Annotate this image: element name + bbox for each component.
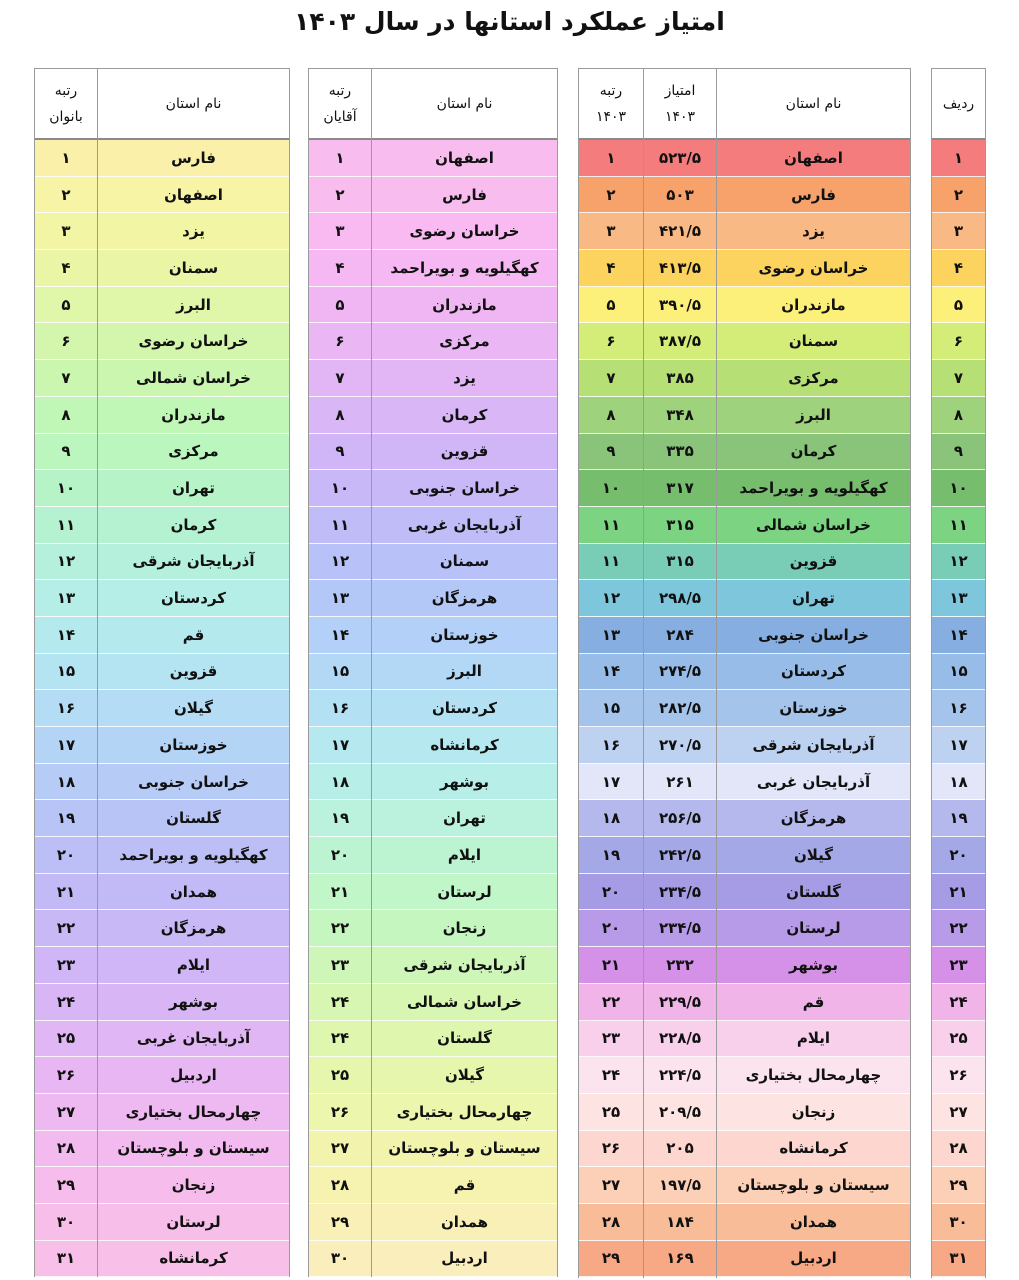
province-name-cell: هرمزگان [717, 800, 910, 837]
men-rank-cell: ۲۳ [309, 947, 371, 984]
rank-cell: ۲۱ [579, 947, 643, 984]
score-cell: ۳۳۵ [644, 434, 716, 471]
score-cell: ۳۴۸ [644, 397, 716, 434]
province-name-cell: ایلام [717, 1021, 910, 1058]
rank-header: رتبه ۱۴۰۳ [579, 68, 643, 140]
rank-cell: ۲۵ [579, 1094, 643, 1131]
row-number-cell: ۲۸ [932, 1131, 985, 1168]
men-rank-cell: ۳ [309, 213, 371, 250]
province-name-cell: چهارمحال بختیاری [717, 1057, 910, 1094]
men-province-name-cell: مرکزی [372, 323, 557, 360]
province-name-cell: مرکزی [717, 360, 910, 397]
rank-cell: ۱۱ [579, 507, 643, 544]
men-rank-cell: ۲۱ [309, 874, 371, 911]
men-rank-cell: ۲۰ [309, 837, 371, 874]
score-cell: ۳۸۵ [644, 360, 716, 397]
men-rank-cell: ۳۰ [309, 1241, 371, 1278]
women-rank-cell: ۱۱ [35, 507, 97, 544]
women-rank-cell: ۲۱ [35, 874, 97, 911]
row-number-cell: ۷ [932, 360, 985, 397]
rank-cell: ۷ [579, 360, 643, 397]
men-rank-cell: ۲۴ [309, 984, 371, 1021]
men-province-name-cell: خراسان جنوبی [372, 470, 557, 507]
men-rank-cell: ۱۶ [309, 690, 371, 727]
women-rank-cell: ۹ [35, 434, 97, 471]
women-rank-cell: ۱۷ [35, 727, 97, 764]
province-name-cell: قم [717, 984, 910, 1021]
women-province-name-cell: خراسان جنوبی [98, 764, 289, 801]
men-province-name-cell: آذربایجان غربی [372, 507, 557, 544]
men-province-name-cell: خوزستان [372, 617, 557, 654]
score-cell: ۲۲۴/۵ [644, 1057, 716, 1094]
score-cell: ۴۱۳/۵ [644, 250, 716, 287]
men-province-name-cell: قم [372, 1167, 557, 1204]
women-rank-cell: ۱۶ [35, 690, 97, 727]
men-rank-cell: ۱ [309, 140, 371, 177]
men-rank-cell: ۹ [309, 434, 371, 471]
score-cell: ۲۲۸/۵ [644, 1021, 716, 1058]
row-number-cell: ۲ [932, 177, 985, 214]
province-name-cell: بوشهر [717, 947, 910, 984]
women-rank-cell: ۱۸ [35, 764, 97, 801]
men-province-name-cell: سمنان [372, 544, 557, 581]
rank-cell: ۶ [579, 323, 643, 360]
score-cell: ۲۸۲/۵ [644, 690, 716, 727]
province-name-cell: کهگیلویه و بویراحمد [717, 470, 910, 507]
row-number-cell: ۱۱ [932, 507, 985, 544]
men-rank-cell: ۲۶ [309, 1094, 371, 1131]
score-cell: ۳۱۷ [644, 470, 716, 507]
province-name-cell: فارس [717, 177, 910, 214]
rank-cell: ۴ [579, 250, 643, 287]
province-name-cell: قزوین [717, 544, 910, 581]
province-name-cell: مازندران [717, 287, 910, 324]
men-province-name-cell: کردستان [372, 690, 557, 727]
row-number-cell: ۲۶ [932, 1057, 985, 1094]
score-cell: ۱۹۷/۵ [644, 1167, 716, 1204]
men-province-name-cell: خراسان رضوی [372, 213, 557, 250]
row-number-cell: ۱۰ [932, 470, 985, 507]
score-column [643, 68, 716, 1278]
row-number-cell: ۱۹ [932, 800, 985, 837]
score-cell: ۲۰۹/۵ [644, 1094, 716, 1131]
women-province-name-cell: سمنان [98, 250, 289, 287]
rank-cell: ۲۶ [579, 1131, 643, 1168]
women-rank-cell: ۲ [35, 177, 97, 214]
province-name-cell: گیلان [717, 837, 910, 874]
men-rank-cell: ۱۴ [309, 617, 371, 654]
province-name-cell: آذربایجان غربی [717, 764, 910, 801]
men-rank-cell: ۲۸ [309, 1167, 371, 1204]
women-province-name-cell: هرمزگان [98, 910, 289, 947]
rank-cell: ۱۱ [579, 544, 643, 581]
women-province-name-cell: تهران [98, 470, 289, 507]
score-cell: ۲۹۸/۵ [644, 580, 716, 617]
score-cell: ۲۸۴ [644, 617, 716, 654]
rank-cell: ۲ [579, 177, 643, 214]
women-province-header: نام استان [98, 68, 289, 140]
women-province-name-cell: کردستان [98, 580, 289, 617]
women-province-name-cell: البرز [98, 287, 289, 324]
men-rank-column [308, 68, 371, 1277]
score-cell: ۱۶۹ [644, 1241, 716, 1278]
men-rank-cell: ۷ [309, 360, 371, 397]
women-rank-cell: ۲۳ [35, 947, 97, 984]
women-rank-cell: ۱۰ [35, 470, 97, 507]
row-number-cell: ۱۸ [932, 764, 985, 801]
women-province-name-cell: آذربایجان غربی [98, 1021, 289, 1058]
province-name-cell: زنجان [717, 1094, 910, 1131]
women-rank-cell: ۱ [35, 140, 97, 177]
rank-cell: ۱۳ [579, 617, 643, 654]
men-rank-cell: ۱۱ [309, 507, 371, 544]
women-rank-cell: ۲۶ [35, 1057, 97, 1094]
province-name-cell: خراسان شمالی [717, 507, 910, 544]
men-rank-cell: ۴ [309, 250, 371, 287]
row-number-cell: ۱۷ [932, 727, 985, 764]
men-rank-cell: ۲۴ [309, 1021, 371, 1058]
row-number-cell: ۲۱ [932, 874, 985, 911]
women-rank-cell: ۱۲ [35, 544, 97, 581]
women-province-name-cell: اصفهان [98, 177, 289, 214]
men-province-name-cell: کهگیلویه و بویراحمد [372, 250, 557, 287]
rank-cell: ۲۸ [579, 1204, 643, 1241]
men-province-name-cell: خراسان شمالی [372, 984, 557, 1021]
row-number-cell: ۱ [932, 140, 985, 177]
province-name-cell: گلستان [717, 874, 910, 911]
men-province-name-cell: البرز [372, 654, 557, 691]
score-cell: ۳۹۰/۵ [644, 287, 716, 324]
men-province-name-cell: لرستان [372, 874, 557, 911]
province-name-cell: لرستان [717, 910, 910, 947]
row-number-cell: ۲۳ [932, 947, 985, 984]
rank-cell: ۲۷ [579, 1167, 643, 1204]
score-cell: ۴۲۱/۵ [644, 213, 716, 250]
row-number-cell: ۳۰ [932, 1204, 985, 1241]
women-province-name-cell: همدان [98, 874, 289, 911]
women-province-name-cell: گیلان [98, 690, 289, 727]
score-cell: ۱۸۴ [644, 1204, 716, 1241]
women-province-name-cell: اردبیل [98, 1057, 289, 1094]
women-rank-cell: ۲۲ [35, 910, 97, 947]
score-cell: ۳۱۵ [644, 507, 716, 544]
women-rank-cell: ۱۹ [35, 800, 97, 837]
province-name-cell: کرمان [717, 434, 910, 471]
row-number-cell: ۱۵ [932, 654, 985, 691]
province-name-cell: کردستان [717, 654, 910, 691]
row-number-cell: ۴ [932, 250, 985, 287]
main-ranking-table [578, 68, 986, 1278]
men-province-name-cell: اصفهان [372, 140, 557, 177]
men-rank-cell: ۶ [309, 323, 371, 360]
women-province-name-cell: چهارمحال بختیاری [98, 1094, 289, 1131]
men-province-name-cell: اردبیل [372, 1241, 557, 1278]
women-province-name-cell: آذربایجان شرقی [98, 544, 289, 581]
row-number-header: ردیف [932, 68, 985, 140]
men-province-name-cell: سیستان و بلوچستان [372, 1131, 557, 1168]
women-province-name-cell: بوشهر [98, 984, 289, 1021]
province-name-cell: اصفهان [717, 140, 910, 177]
women-province-name-cell: خوزستان [98, 727, 289, 764]
score-cell: ۲۶۱ [644, 764, 716, 801]
row-number-cell: ۲۲ [932, 910, 985, 947]
women-province-name-cell: زنجان [98, 1167, 289, 1204]
men-rank-cell: ۵ [309, 287, 371, 324]
province-column [716, 68, 910, 1278]
province-name-cell: سیستان و بلوچستان [717, 1167, 910, 1204]
rank-cell: ۲۴ [579, 1057, 643, 1094]
score-cell: ۲۳۴/۵ [644, 910, 716, 947]
women-province-name-cell: ایلام [98, 947, 289, 984]
page-title: امتیاز عملکرد استانها در سال ۱۴۰۳ [294, 7, 725, 36]
row-number-cell: ۱۴ [932, 617, 985, 654]
men-rank-cell: ۱۰ [309, 470, 371, 507]
men-rank-cell: ۲۹ [309, 1204, 371, 1241]
women-province-name-cell: قم [98, 617, 289, 654]
rank-column [578, 68, 643, 1278]
province-name-cell: همدان [717, 1204, 910, 1241]
rank-cell: ۱۹ [579, 837, 643, 874]
men-province-column [371, 68, 557, 1277]
score-cell: ۲۰۵ [644, 1131, 716, 1168]
score-header: امتیاز ۱۴۰۳ [644, 68, 716, 140]
men-province-name-cell: چهارمحال بختیاری [372, 1094, 557, 1131]
men-province-name-cell: قزوین [372, 434, 557, 471]
province-name-cell: خراسان جنوبی [717, 617, 910, 654]
row-number-cell: ۶ [932, 323, 985, 360]
women-rank-cell: ۳ [35, 213, 97, 250]
row-number-cell: ۸ [932, 397, 985, 434]
province-name-cell: سمنان [717, 323, 910, 360]
women-rank-cell: ۶ [35, 323, 97, 360]
men-rank-cell: ۸ [309, 397, 371, 434]
men-province-name-cell: تهران [372, 800, 557, 837]
score-cell: ۲۵۶/۵ [644, 800, 716, 837]
row-number-cell: ۱۶ [932, 690, 985, 727]
province-name-cell: تهران [717, 580, 910, 617]
score-cell: ۲۷۰/۵ [644, 727, 716, 764]
women-rank-cell: ۱۵ [35, 654, 97, 691]
rank-cell: ۱۴ [579, 654, 643, 691]
men-rank-cell: ۱۳ [309, 580, 371, 617]
rank-cell: ۵ [579, 287, 643, 324]
women-rank-column [34, 68, 97, 1277]
men-rank-cell: ۲۷ [309, 1131, 371, 1168]
rank-cell: ۱۲ [579, 580, 643, 617]
province-name-cell: اردبیل [717, 1241, 910, 1278]
men-ranking-table [308, 68, 558, 1277]
men-province-name-cell: کرمان [372, 397, 557, 434]
women-rank-cell: ۷ [35, 360, 97, 397]
score-cell: ۳۱۵ [644, 544, 716, 581]
men-rank-cell: ۱۵ [309, 654, 371, 691]
women-rank-cell: ۲۵ [35, 1021, 97, 1058]
rank-cell: ۲۰ [579, 874, 643, 911]
men-province-name-cell: هرمزگان [372, 580, 557, 617]
women-rank-cell: ۲۰ [35, 837, 97, 874]
rank-cell: ۳ [579, 213, 643, 250]
women-rank-cell: ۳۱ [35, 1241, 97, 1278]
men-province-header: نام استان [372, 68, 557, 140]
rank-cell: ۲۰ [579, 910, 643, 947]
rank-cell: ۹ [579, 434, 643, 471]
men-province-name-cell: همدان [372, 1204, 557, 1241]
men-rank-cell: ۲۵ [309, 1057, 371, 1094]
rank-cell: ۸ [579, 397, 643, 434]
rank-cell: ۲۳ [579, 1021, 643, 1058]
women-province-name-cell: خراسان رضوی [98, 323, 289, 360]
row-number-cell: ۵ [932, 287, 985, 324]
rank-cell: ۱ [579, 140, 643, 177]
women-province-name-cell: مرکزی [98, 434, 289, 471]
men-rank-cell: ۱۸ [309, 764, 371, 801]
women-province-name-cell: کرمانشاه [98, 1241, 289, 1278]
men-rank-header: رتبه آقایان [309, 68, 371, 140]
men-province-name-cell: گیلان [372, 1057, 557, 1094]
score-cell: ۲۴۲/۵ [644, 837, 716, 874]
women-rank-cell: ۲۸ [35, 1131, 97, 1168]
men-rank-cell: ۱۹ [309, 800, 371, 837]
women-province-name-cell: فارس [98, 140, 289, 177]
women-rank-cell: ۱۳ [35, 580, 97, 617]
men-rank-cell: ۲۲ [309, 910, 371, 947]
row-number-cell: ۲۷ [932, 1094, 985, 1131]
men-province-name-cell: زنجان [372, 910, 557, 947]
rank-cell: ۱۰ [579, 470, 643, 507]
men-province-name-cell: ایلام [372, 837, 557, 874]
score-cell: ۵۲۳/۵ [644, 140, 716, 177]
women-rank-cell: ۴ [35, 250, 97, 287]
men-rank-cell: ۱۷ [309, 727, 371, 764]
province-header: نام استان [717, 68, 910, 140]
women-province-name-cell: یزد [98, 213, 289, 250]
score-cell: ۲۳۲ [644, 947, 716, 984]
women-rank-cell: ۵ [35, 287, 97, 324]
rank-cell: ۱۸ [579, 800, 643, 837]
row-number-cell: ۲۴ [932, 984, 985, 1021]
men-province-name-cell: گلستان [372, 1021, 557, 1058]
province-name-cell: یزد [717, 213, 910, 250]
women-rank-header: رتبه بانوان [35, 68, 97, 140]
province-name-cell: کرمانشاه [717, 1131, 910, 1168]
row-number-cell: ۹ [932, 434, 985, 471]
men-province-name-cell: آذربایجان شرقی [372, 947, 557, 984]
women-province-name-cell: کرمان [98, 507, 289, 544]
province-name-cell: البرز [717, 397, 910, 434]
women-province-name-cell: کهگیلویه و بویراحمد [98, 837, 289, 874]
women-rank-cell: ۱۴ [35, 617, 97, 654]
score-cell: ۲۲۹/۵ [644, 984, 716, 1021]
province-name-cell: آذربایجان شرقی [717, 727, 910, 764]
women-rank-cell: ۲۴ [35, 984, 97, 1021]
row-number-cell: ۱۳ [932, 580, 985, 617]
rank-cell: ۲۲ [579, 984, 643, 1021]
men-province-name-cell: کرمانشاه [372, 727, 557, 764]
men-province-name-cell: فارس [372, 177, 557, 214]
row-number-cell: ۲۹ [932, 1167, 985, 1204]
men-rank-cell: ۱۲ [309, 544, 371, 581]
women-province-name-cell: سیستان و بلوچستان [98, 1131, 289, 1168]
women-province-name-cell: لرستان [98, 1204, 289, 1241]
score-cell: ۲۳۴/۵ [644, 874, 716, 911]
score-cell: ۲۷۴/۵ [644, 654, 716, 691]
row-number-cell: ۳ [932, 213, 985, 250]
rank-cell: ۱۵ [579, 690, 643, 727]
score-cell: ۵۰۳ [644, 177, 716, 214]
men-rank-cell: ۲ [309, 177, 371, 214]
women-rank-cell: ۳۰ [35, 1204, 97, 1241]
rank-cell: ۱۶ [579, 727, 643, 764]
women-province-name-cell: خراسان شمالی [98, 360, 289, 397]
women-province-name-cell: مازندران [98, 397, 289, 434]
women-rank-cell: ۲۷ [35, 1094, 97, 1131]
women-province-name-cell: قزوین [98, 654, 289, 691]
rank-cell: ۲۹ [579, 1241, 643, 1278]
row-number-cell: ۱۲ [932, 544, 985, 581]
women-rank-cell: ۸ [35, 397, 97, 434]
men-province-name-cell: یزد [372, 360, 557, 397]
score-cell: ۳۸۷/۵ [644, 323, 716, 360]
row-number-column [931, 68, 985, 1278]
row-number-cell: ۳۱ [932, 1241, 985, 1278]
women-rank-cell: ۲۹ [35, 1167, 97, 1204]
row-number-cell: ۲۰ [932, 837, 985, 874]
women-province-name-cell: گلستان [98, 800, 289, 837]
women-ranking-table [34, 68, 290, 1277]
men-province-name-cell: مازندران [372, 287, 557, 324]
row-number-cell: ۲۵ [932, 1021, 985, 1058]
rank-cell: ۱۷ [579, 764, 643, 801]
province-name-cell: خراسان رضوی [717, 250, 910, 287]
women-province-column [97, 68, 289, 1277]
province-name-cell: خوزستان [717, 690, 910, 727]
men-province-name-cell: بوشهر [372, 764, 557, 801]
